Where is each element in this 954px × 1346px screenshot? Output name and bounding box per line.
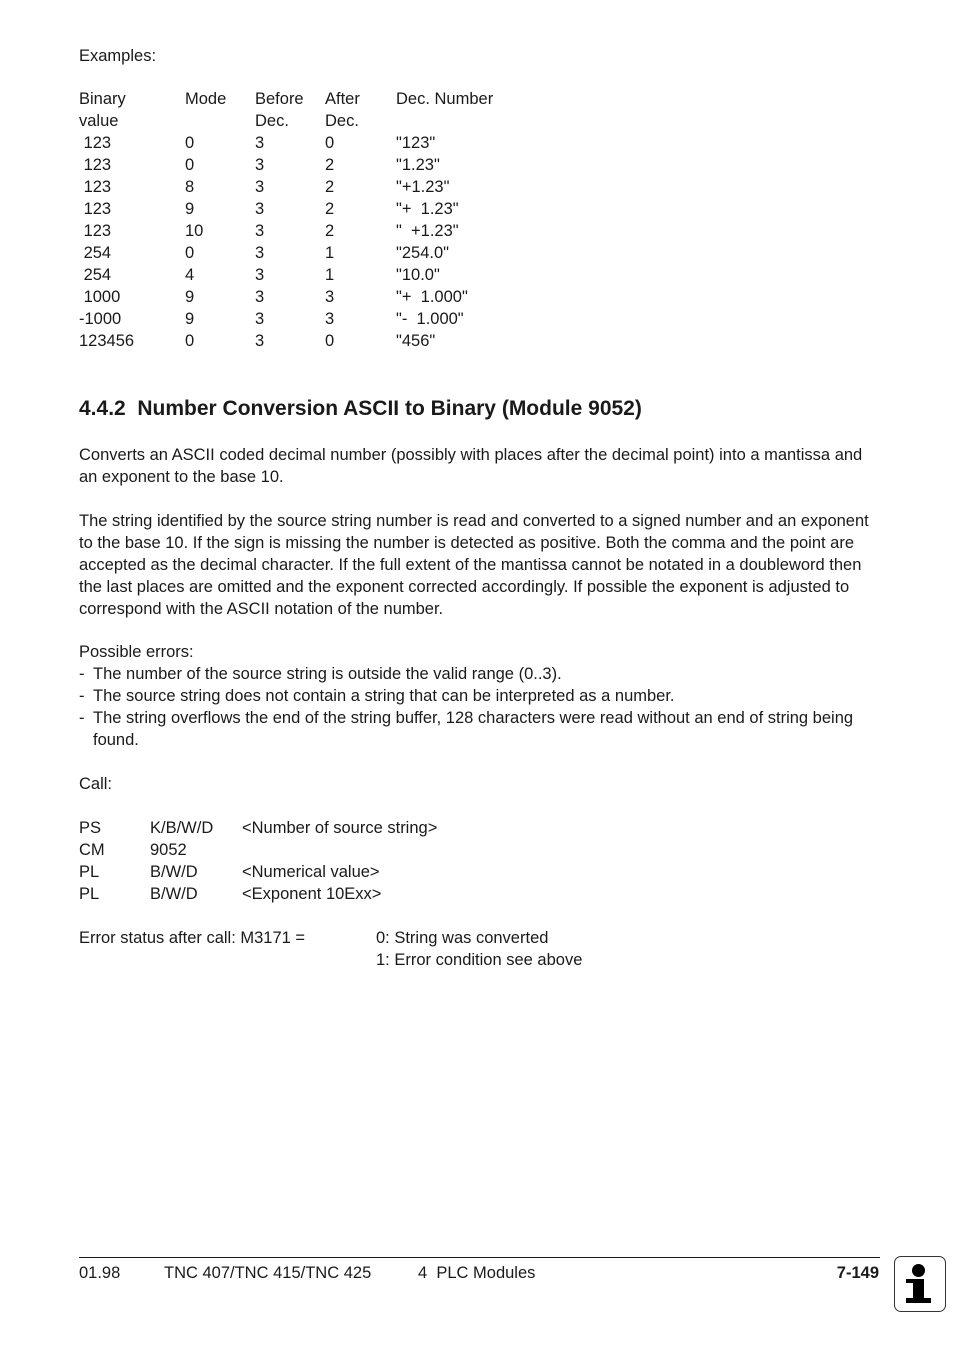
footer-model: TNC 407/TNC 415/TNC 425 xyxy=(164,1264,372,1282)
error-status-value: 0: String was converted xyxy=(376,929,549,947)
info-icon xyxy=(894,1256,946,1312)
table-cell: 9052 xyxy=(150,841,187,859)
table-cell: 123 xyxy=(79,134,112,152)
table-cell: 9 xyxy=(185,288,195,306)
table-cell: 8 xyxy=(185,178,195,196)
table-cell: 3 xyxy=(255,244,265,262)
table-cell: 0 xyxy=(325,134,335,152)
table-header-cell: Dec. xyxy=(255,112,289,130)
table-cell: 3 xyxy=(255,222,265,240)
table-cell: 0 xyxy=(325,332,335,350)
list-item: - The source string does not contain a string that can be interpreted as a number. xyxy=(79,685,879,707)
table-cell: 123 xyxy=(79,156,112,174)
table-cell: 3 xyxy=(255,266,265,284)
table-cell: "456" xyxy=(396,332,436,350)
section-heading: 4.4.2 Number Conversion ASCII to Binary (Module 9052) xyxy=(79,397,642,420)
table-header-cell: Binary xyxy=(79,90,126,108)
table-cell: 3 xyxy=(255,178,265,196)
table-cell: 2 xyxy=(325,222,335,240)
table-cell: CM xyxy=(79,841,105,859)
table-header-cell: Dec. Number xyxy=(396,90,494,108)
table-cell: 1 xyxy=(325,244,335,262)
table-cell: 1 xyxy=(325,266,335,284)
footer-date: 01.98 xyxy=(79,1264,121,1282)
call-label: Call: xyxy=(79,775,113,793)
intro-paragraph: Converts an ASCII coded decimal number (possibly with places after the decimal point) into a mantissa and an exponent to the base 10. xyxy=(79,446,863,486)
table-cell: 123 xyxy=(79,222,112,240)
table-header-cell: Before xyxy=(255,90,304,108)
table-header-cell: Mode xyxy=(185,90,227,108)
possible-errors xyxy=(79,641,879,751)
table-cell: B/W/D xyxy=(150,885,198,903)
table-cell: "123" xyxy=(396,134,436,152)
table-cell: 2 xyxy=(325,156,335,174)
table-cell: PS xyxy=(79,819,102,837)
table-cell: "10.0" xyxy=(396,266,440,284)
footer-divider xyxy=(79,1257,880,1258)
table-cell: 0 xyxy=(185,156,195,174)
description-paragraph: The string identified by the source string number is read and converted to a signed number and an exponent to the base 10. If the sign is missing the number is detected as positive. Both the comma and the point are accepted as the decimal character. If the full extent of the mantissa cannot be notated in a doubleword then the last places are omitted and the exponent corrected accordingly. If possible the exponent is adjusted to correspond with the ASCII notation of the number. xyxy=(79,512,869,618)
table-cell: 3 xyxy=(255,156,265,174)
table-cell: "- 1.000" xyxy=(396,310,464,328)
table-cell: <Number of source string> xyxy=(242,819,438,837)
table-cell: <Exponent 10Exx> xyxy=(242,885,382,903)
table-cell: 3 xyxy=(255,134,265,152)
table-cell: "254.0" xyxy=(396,244,450,262)
table-cell: 4 xyxy=(185,266,195,284)
table-cell: 0 xyxy=(185,134,195,152)
table-cell: -1000 xyxy=(79,310,122,328)
error-status-label: Error status after call: M3171 = xyxy=(79,929,306,947)
errors-label: Possible errors: xyxy=(79,643,194,661)
table-cell: PL xyxy=(79,863,100,881)
table-cell: 3 xyxy=(255,288,265,306)
table-cell: 254 xyxy=(79,266,112,284)
table-cell: " +1.23" xyxy=(396,222,459,240)
table-cell: 10 xyxy=(185,222,204,240)
table-cell: 0 xyxy=(185,332,195,350)
table-cell: 3 xyxy=(325,310,335,328)
table-cell: 0 xyxy=(185,244,195,262)
table-cell: 2 xyxy=(325,200,335,218)
table-cell: 2 xyxy=(325,178,335,196)
table-cell: 254 xyxy=(79,244,112,262)
table-cell: 3 xyxy=(255,332,265,350)
table-header-cell: Dec. xyxy=(325,112,359,130)
table-header-cell: value xyxy=(79,112,119,130)
table-cell: 1000 xyxy=(79,288,121,306)
list-item: - The string overflows the end of the string buffer, 128 characters were read without an end of string being found. xyxy=(79,707,879,751)
table-cell: 123 xyxy=(79,200,112,218)
table-cell: "+ 1.000" xyxy=(396,288,468,306)
table-cell: 123456 xyxy=(79,332,135,350)
table-cell: 3 xyxy=(255,310,265,328)
page-number: 7-149 xyxy=(836,1264,879,1282)
table-cell: 9 xyxy=(185,310,195,328)
table-cell: PL xyxy=(79,885,100,903)
table-cell: "+ 1.23" xyxy=(396,200,459,218)
examples-label: Examples: xyxy=(79,47,157,65)
list-item: - The number of the source string is outside the valid range (0..3). xyxy=(79,663,879,685)
errors-list xyxy=(79,663,879,751)
table-cell: 3 xyxy=(325,288,335,306)
table-cell: K/B/W/D xyxy=(150,819,214,837)
table-cell: 9 xyxy=(185,200,195,218)
table-cell: 123 xyxy=(79,178,112,196)
table-cell: <Numerical value> xyxy=(242,863,380,881)
error-status-value: 1: Error condition see above xyxy=(376,951,583,969)
table-cell: "1.23" xyxy=(396,156,440,174)
table-cell: "+1.23" xyxy=(396,178,450,196)
table-header-cell: After xyxy=(325,90,360,108)
table-cell: B/W/D xyxy=(150,863,198,881)
table-cell: 3 xyxy=(255,200,265,218)
footer-chapter: 4 PLC Modules xyxy=(418,1264,536,1282)
